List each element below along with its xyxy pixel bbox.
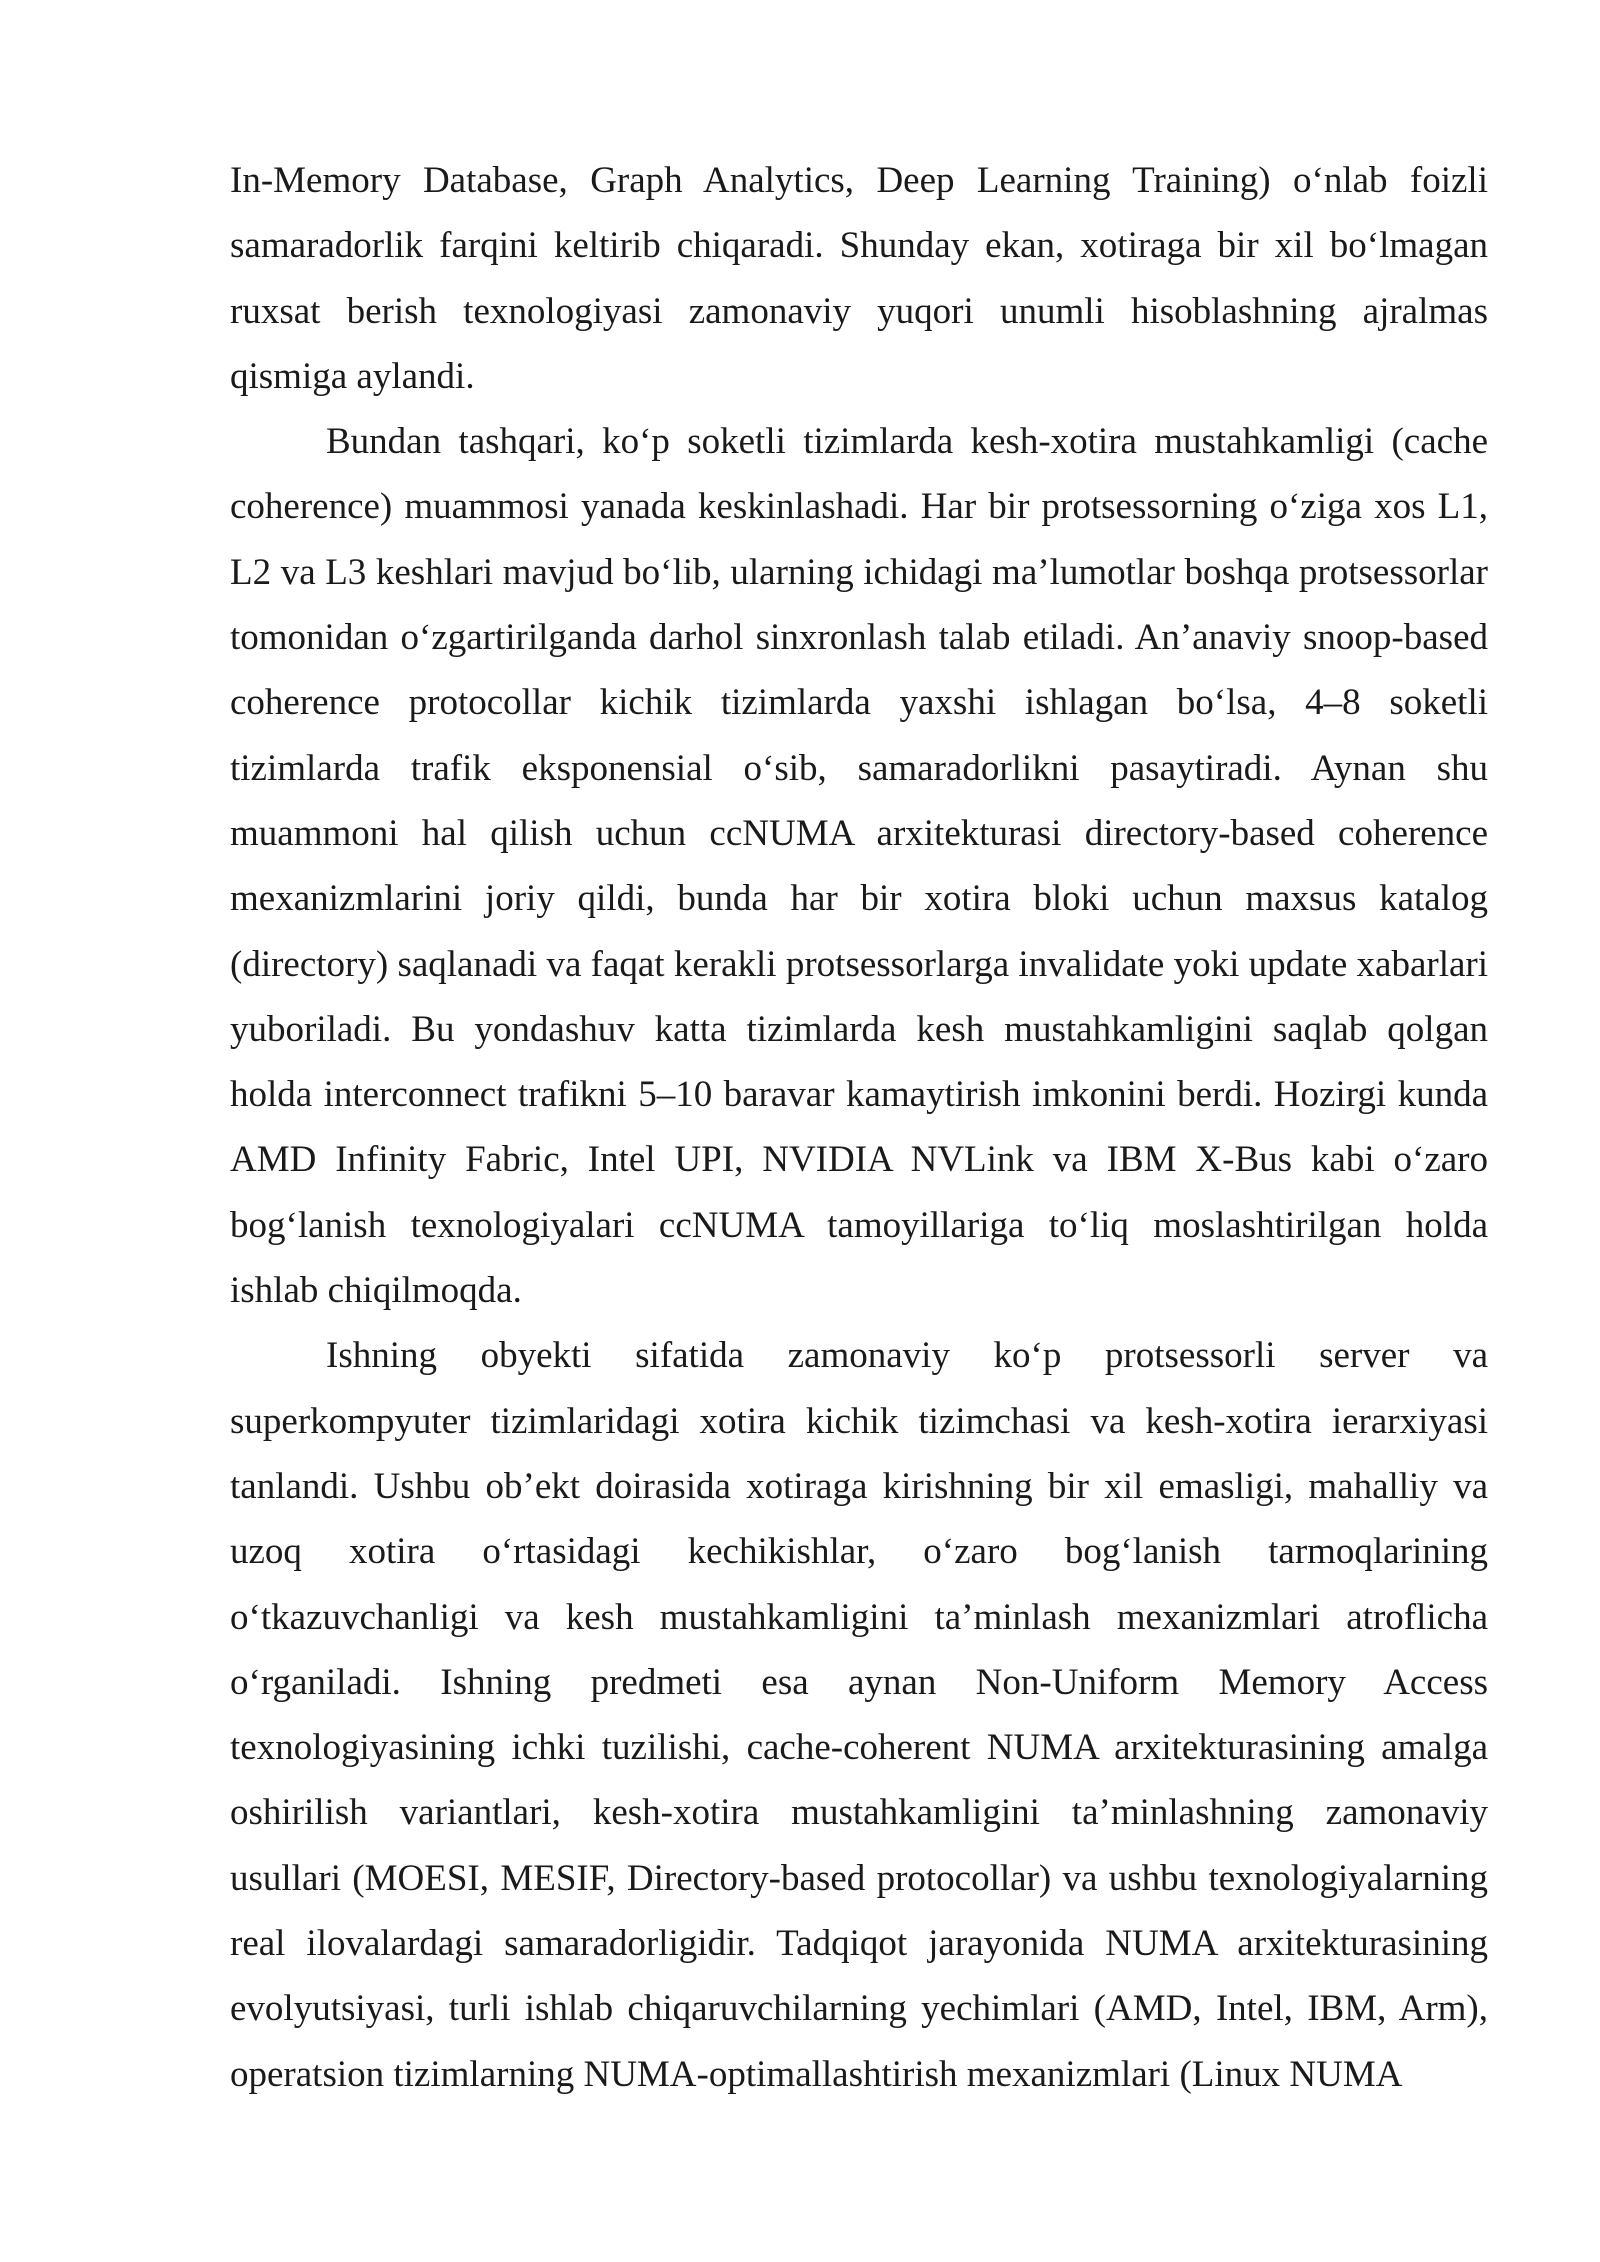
paragraph-continuation: In-Memory Database, Graph Analytics, Deep Learning Training) o‘nlab foizli samaradorlik farqini keltirib chiqaradi. Shunday ekan, xotiraga bir xil bo‘lmagan ruxsat berish texnologiyasi zamonaviy yuqori unumli hisoblashning ajralmas qismiga aylandi. (230, 160, 1488, 397)
paragraph-research-object: Ishning obyekti sifatida zamonaviy ko‘p protsessorli server va superkompyuter tizimlaridagi xotira kichik tizimchasi va kesh-xotira ierarxiyasi tanlandi. Ushbu ob’ekt doirasida xotiraga kirishning bir xil emasligi, mahalliy va uzoq xotira o‘rtasidagi kechikishlar, o‘zaro bog‘lanish tarmoqlarining o‘tkazuvchanligi va kesh mustahkamligini ta’minlash mexanizmlari atroflicha o‘rganiladi. Ishning predmeti esa aynan Non-Uniform Memory Access texnologiyasining ichki tuzilishi, cache-coherent NUMA arxitekturasining amalga oshirilish variantlari, kesh-xotira mustahkamligini ta’minlashning zamonaviy usullari (MOESI, MESIF, Directory-based protocollar) va ushbu texnologiyalarning real ilovalardagi samaradorligidir. Tadqiqot jarayonida NUMA arxitekturasining evolyutsiyasi, turli ishlab chiqaruvchilarning yechimlari (AMD, Intel, IBM, Arm), operatsion tizimlarning NUMA-optimallashtirish mexanizmlari (Linux NUMA (230, 1335, 1488, 2095)
paragraph-cache-coherence: Bundan tashqari, ko‘p soketli tizimlarda kesh-xotira mustahkamligi (cache coherence) muammosi yanada keskinlashadi. Har bir protsessorning o‘ziga xos L1, L2 va L3 keshlari mavjud bo‘lib, ularning ichidagi ma’lumotlar boshqa protsessorlar tomonidan o‘zgartirilganda darhol sinxronlash talab etiladi. An’anaviy snoop-based coherence protocollar kichik tizimlarda yaxshi ishlagan bo‘lsa, 4–8 soketli tizimlarda trafik eksponensial o‘sib, samaradorlikni pasaytiradi. Aynan shu muammoni hal qilish uchun ccNUMA arxitekturasi directory-based coherence mexanizmlarini joriy qildi, bunda har bir xotira bloki uchun maxsus katalog (directory) saqlanadi va faqat kerakli protsessorlarga invalidate yoki update xabarlari yuboriladi. Bu yondashuv katta tizimlarda kesh mustahkamligini saqlab qolgan holda interconnect trafikni 5–10 baravar kamaytirish imkonini berdi. Hozirgi kunda AMD Infinity Fabric, Intel UPI, NVIDIA NVLink va IBM X-Bus kabi o‘zaro bog‘lanish texnologiyalari ccNUMA tamoyillariga to‘liq moslashtirilgan holda ishlab chiqilmoqda. (230, 421, 1488, 1312)
body-text (230, 148, 1488, 2107)
